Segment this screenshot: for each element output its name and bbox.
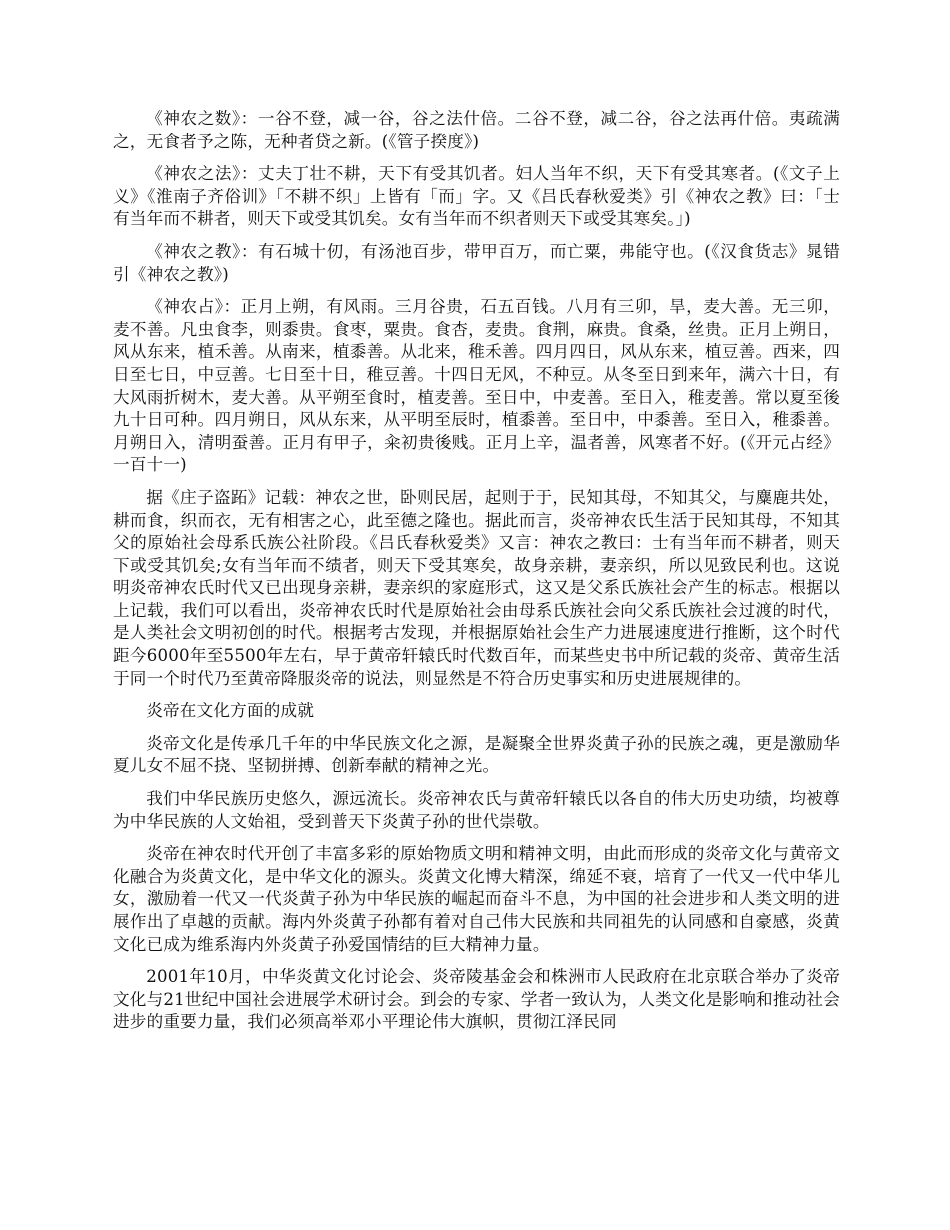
document-page — [113, 108, 840, 1044]
paragraph-shennong-zhan: 《神农占》：正月上朔，有风雨。三月谷贵，石五百钱。八月有三卯，旱，麦大善。无三卯，麦不善。凡虫食李，则黍贵。食枣，粟贵。食杏，麦贵。食荆，麻贵。食桑，丝贵。正月上朔日，风从东来，植禾善。从南来，植黍善。从北来，稚禾善。四月四日，风从东来，植豆善。西来，四日至七日，中豆善。七日至十日，稚豆善。十四日无风，不种豆。从冬至日到来年，满六十日，有大风雨折树木，麦大善。从平朔至食时，植麦善。至日中，中麦善。至日入，稚麦善。常以夏至後九十日可种。四月朔日，风从东来，从平明至辰时，植黍善。至日中，中黍善。至日入，稚黍善。月朔日入，清明蚕善。正月有甲子，籴初贵後贱。正月上辛，温者善，风寒者不好。(《开元占经》一百十一) — [113, 297, 840, 475]
paragraph-history: 我们中华民族历史悠久，源远流长。炎帝神农氏与黄帝轩辕氏以各自的伟大历史功绩，均被尊为中华民族的人文始祖，受到普天下炎黄子孙的世代崇敬。 — [113, 789, 840, 831]
paragraph-yanhuang-culture: 炎帝在神农时代开创了丰富多彩的原始物质文明和精神文明，由此而形成的炎帝文化与黄帝文化融合为炎黄文化，是中华文化的源头。炎黄文化博大精深，绵延不衰，培育了一代又一代中华儿女，激励着一代又一代炎黄子孙为中华民族的崛起而奋斗不息，为中国的社会进步和人类文明的进展作出了卓越的贡献。海内外炎黄子孙都有着对自己伟大民族和共同祖先的认同感和自豪感，炎黄文化已成为维系海内外炎黄子孙爱国情结的巨大精神力量。 — [113, 844, 840, 954]
paragraph-yandi-culture: 炎帝文化是传承几千年的中华民族文化之源，是凝聚全世界炎黄子孙的民族之魂，更是激励华夏儿女不屈不挠、坚韧拼搏、创新奉献的精神之光。 — [113, 733, 840, 776]
paragraph-2001-conference: 2001年10月，中华炎黄文化讨论会、炎帝陵基金会和株洲市人民政府在北京联合举办了炎帝文化与21世纪中国社会进展学术研讨会。到会的专家、学者一致认为，人类文化是影响和推动社会进步的重要力量，我们必须高举邓小平理论伟大旗帜，贯彻江泽民同 — [113, 967, 840, 1032]
paragraph-shennong-jiao: 《神农之教》：有石城十仞，有汤池百步，带甲百万，而亡粟，弗能守也。(《汉食货志》晁错引《神农之教》) — [113, 241, 840, 284]
section-heading: 炎帝在文化方面的成就 — [146, 701, 315, 721]
paragraph-shennong-fa: 《神农之法》：丈夫丁壮不耕，天下有受其饥者。妇人当年不织，天下有受其寒者。(《文子上义》《淮南子齐俗训》「不耕不织」上皆有「而」字。又《吕氏春秋爱类》引《神农之教》曰：「士有当年而不耕者，则天下或受其饥矣。女有当年而不织者则天下或受其寒矣。」) — [113, 164, 840, 229]
paragraph-shennong-shu: 《神农之数》：一谷不登，减一谷，谷之法什倍。二谷不登，减二谷，谷之法再什倍。夷疏满之，无食者予之陈，无种者贷之新。(《管子揆度》) — [113, 109, 840, 151]
paragraph-zhuangzi-analysis: 据《庄子盗跖》记载：神农之世，卧则民居，起则于于，民知其母，不知其父，与麋鹿共处，耕而食，织而衣，无有相害之心，此至德之隆也。据此而言，炎帝神农氏生活于民知其母，不知其父的原始社会母系氏族公社阶段。《吕氏春秋爱类》又言：神农之教曰：士有当年而不耕者，则天下或受其饥矣;女有当年而不绩者，则天下受其寒矣，故身亲耕，妻亲织，所以见致民利也。这说明炎帝神农氏时代又已出现身亲耕，妻亲织的家庭形式，这又是父系氏族社会产生的标志。根据以上记载，我们可以看出，炎帝神农氏时代是原始社会由母系氏族社会向父系氏族社会过渡的时代，是人类社会文明初创的时代。根据考古发现，并根据原始社会生产力进展速度进行推断，这个时代距今6000年至5500年左右，早于黄帝轩辕氏时代数百年，而某些史书中所记载的炎帝、黄帝生活于同一个时代乃至黄帝降服炎帝的说法，则显然是不符合历史事实和历史进展规律的。 — [113, 487, 840, 688]
